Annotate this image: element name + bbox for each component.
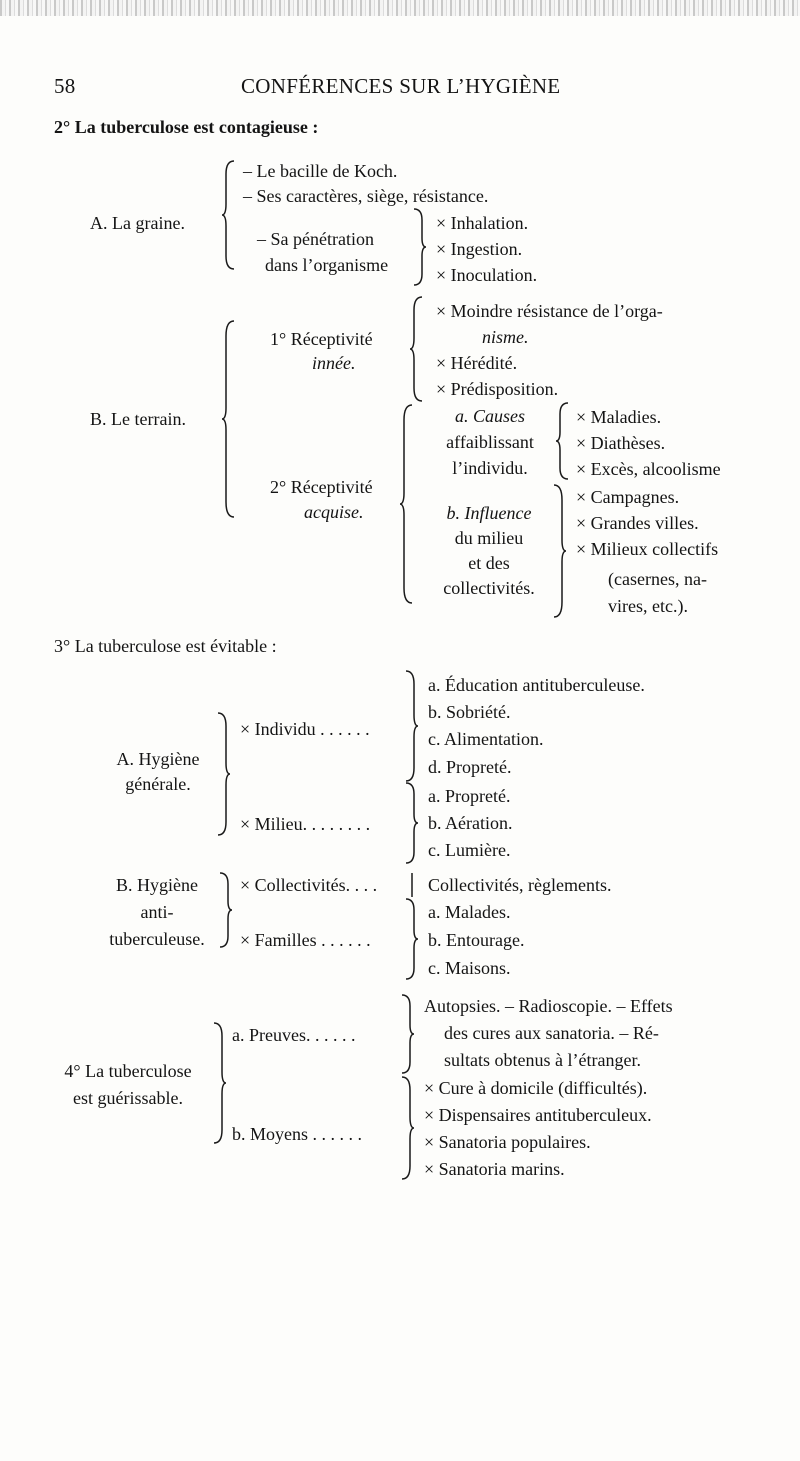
- section-2-title: 2° La tuberculose est contagieuse :: [54, 117, 319, 137]
- individu-label: × Individu . . . . . .: [240, 719, 370, 739]
- moyen-1: × Cure à domicile (difficultés).: [424, 1078, 648, 1098]
- route-1: × Inhalation.: [436, 213, 529, 233]
- preuves-line-2: des cures aux sanatoria. – Ré-: [444, 1023, 659, 1043]
- milieu-3-cont-2: vires, etc.).: [608, 596, 688, 616]
- individu-item-2: b. Sobriété.: [428, 702, 511, 722]
- milieu-item-2: b. Aération.: [428, 813, 513, 833]
- preuves-line-1: Autopsies. – Radioscopie. – Effets: [424, 996, 673, 1016]
- individu-item-3: c. Alimentation.: [428, 729, 544, 749]
- penetration-line-2: dans l’organisme: [265, 255, 389, 275]
- familles-item-1: a. Malades.: [428, 902, 511, 922]
- brace-acquise: [400, 404, 414, 604]
- causes-label: a. Causes affaiblissant l’individu.: [446, 406, 534, 478]
- receptivite-acquise-2: acquise.: [304, 502, 364, 522]
- collectivites-item: Collectivités, règlements.: [428, 875, 612, 895]
- familles-item-2: b. Entourage.: [428, 930, 525, 950]
- milieu-2: × Grandes villes.: [576, 513, 699, 533]
- route-2: × Ingestion.: [436, 239, 523, 259]
- milieu-1: × Campagnes.: [576, 487, 680, 507]
- brace-individu: [404, 670, 418, 782]
- brace-terrain: [222, 320, 236, 518]
- familles-label: × Familles . . . . . .: [240, 930, 371, 950]
- moyens-label: b. Moyens . . . . . .: [232, 1124, 362, 1144]
- label-b-terrain: B. Le terrain.: [90, 409, 186, 429]
- preuves-line-3: sultats obtenus à l’étranger.: [444, 1050, 641, 1070]
- cause-1: × Maladies.: [576, 407, 662, 427]
- milieu-item-1: a. Propreté.: [428, 786, 511, 806]
- graine-item-1: – Le bacille de Koch.: [243, 161, 398, 181]
- moyen-4: × Sanatoria marins.: [424, 1159, 565, 1179]
- brace-graine: [222, 160, 236, 270]
- penetration-line-1: – Sa pénétration: [257, 229, 374, 249]
- moyen-2: × Dispensaires antituberculeux.: [424, 1105, 652, 1125]
- brace-milieu: [404, 782, 418, 864]
- brace-penetration: [412, 208, 426, 286]
- route-3: × Inoculation.: [436, 265, 538, 285]
- running-title: CONFÉRENCES SUR L’HYGIÈNE: [241, 74, 561, 98]
- hygiene-generale-label: A. Hygiène générale.: [116, 749, 200, 794]
- hygiene-anti-label: B. Hygiène anti- tuberculeuse.: [109, 875, 205, 949]
- section-4-label: 4° La tuberculose est guérissable.: [64, 1061, 192, 1108]
- cause-3: × Excès, alcoolisme: [576, 459, 721, 479]
- individu-item-1: a. Éducation antituberculeuse.: [428, 675, 645, 695]
- milieu-3: × Milieux collectifs: [576, 539, 719, 559]
- brace-hygiene-generale: [216, 712, 230, 836]
- innee-item-1: × Moindre résistance de l’orga-: [436, 301, 663, 321]
- familles-item-3: c. Maisons.: [428, 958, 511, 978]
- innee-item-4: × Prédisposition.: [436, 379, 559, 399]
- preuves-label: a. Preuves. . . . . .: [232, 1025, 356, 1045]
- moyen-3: × Sanatoria populaires.: [424, 1132, 591, 1152]
- scan-edge: [0, 0, 800, 16]
- bar-collectivites: [404, 872, 418, 898]
- graine-item-2: – Ses caractères, siège, résistance.: [243, 186, 489, 206]
- influence-label: b. Influence du milieu et des collectivités.: [443, 503, 535, 598]
- brace-hygiene-anti: [218, 872, 232, 948]
- collectivites-label: × Collectivités. . . .: [240, 875, 378, 895]
- receptivite-innee-1: 1° Réceptivité: [270, 329, 373, 349]
- brace-familles: [404, 898, 418, 980]
- innee-item-2: nisme.: [482, 327, 529, 347]
- milieu-label: × Milieu. . . . . . . .: [240, 814, 371, 834]
- page-number: 58: [54, 74, 76, 98]
- brace-influence: [552, 484, 566, 618]
- brace-moyens: [400, 1076, 414, 1180]
- receptivite-acquise-1: 2° Réceptivité: [270, 477, 373, 497]
- innee-item-3: × Hérédité.: [436, 353, 518, 373]
- brace-preuves: [400, 994, 414, 1074]
- receptivite-innee-2: innée.: [312, 353, 356, 373]
- brace-innee: [410, 296, 424, 402]
- brace-causes: [556, 402, 570, 480]
- individu-item-4: d. Propreté.: [428, 757, 512, 777]
- cause-2: × Diathèses.: [576, 433, 666, 453]
- milieu-item-3: c. Lumière.: [428, 840, 511, 860]
- milieu-3-cont-1: (casernes, na-: [608, 569, 707, 589]
- section-3-title: 3° La tuberculose est évitable :: [54, 636, 277, 656]
- brace-section-4: [212, 1022, 226, 1144]
- label-a-graine: A. La graine.: [90, 213, 185, 233]
